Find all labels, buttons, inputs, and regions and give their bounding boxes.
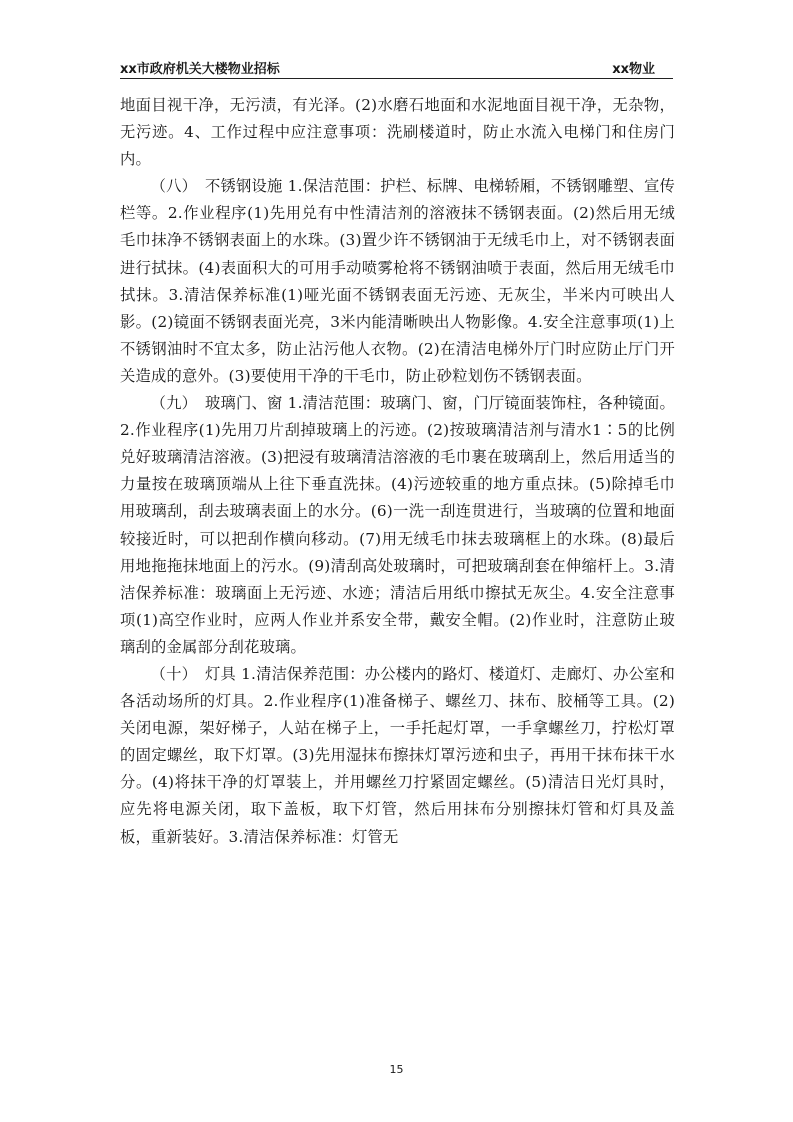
- paragraph-floor-cleaning: 地面目视干净，无污渍，有光泽。(2)水磨石地面和水泥地面目视干净，无杂物，无污迹。4、工作过程中应注意事项：洗刷楼道时，防止水流入电梯门和住房门内。: [120, 96, 675, 169]
- page-header: [120, 56, 673, 79]
- header-title: xx市政府机关大楼物业招标: [120, 62, 280, 77]
- page-number: 15: [389, 1063, 404, 1076]
- paragraph-glass-doors-windows: （九） 玻璃门、窗 1.清洁范围：玻璃门、窗，门厅镜面装饰柱，各种镜面。2.作业程序(1)先用刀片刮掉玻璃上的污迹。(2)按玻璃清洁剂与清水1∶5的比例兑好玻璃清洁溶液。(3)把浸有玻璃清洁溶液的毛巾裹在玻璃刮上，然后用适当的力量按在玻璃顶端从上往下垂直洗抹。(4)污迹较重的地方重点抹。(5)除掉毛巾用玻璃刮，刮去玻璃表面上的水分。(6)一洗一刮连贯进行，当玻璃的位置和地面较接近时，可以把刮作横向移动。(7)用无绒毛巾抹去玻璃框上的水珠。(8)最后用地拖拖抹地面上的污水。(9)清刮高处玻璃时，可把玻璃刮套在伸缩杆上。3.清洁保养标准：玻璃面上无污迹、水迹；清洁后用纸巾擦拭无灰尘。4.安全注意事项(1)高空作业时，应两人作业并系安全带，戴安全帽。(2)作业时，注意防止玻璃刮的金属部分刮花玻璃。: [120, 394, 675, 656]
- header-company: xx物业: [612, 62, 655, 77]
- paragraph-lighting-fixtures: （十） 灯具 1.清洁保养范围：办公楼内的路灯、楼道灯、走廊灯、办公室和各活动场所的灯具。2.作业程序(1)准备梯子、螺丝刀、抹布、胶桶等工具。(2)关闭电源，架好梯子，人站在梯子上，一手托起灯罩，一手拿螺丝刀，拧松灯罩的固定螺丝，取下灯罩。(3)先用湿抹布擦抹灯罩污迹和虫子，再用干抹布抹干水分。(4)将抹干净的灯罩装上，并用螺丝刀拧紧固定螺丝。(5)清洁日光灯具时，应先将电源关闭，取下盖板，取下灯管，然后用抹布分别擦抹灯管和灯具及盖板，重新装好。3.清洁保养标准：灯管无: [120, 664, 675, 846]
- paragraph-stainless-steel: （八） 不锈钢设施 1.保洁范围：护栏、标牌、电梯轿厢，不锈钢雕塑、宣传栏等。2.作业程序(1)先用兑有中性清洁剂的溶液抹不锈钢表面。(2)然后用无绒毛巾抹净不锈钢表面上的水珠。(3)置少许不锈钢油于无绒毛巾上，对不锈钢表面进行拭抹。(4)表面积大的可用手动喷雾枪将不锈钢油喷于表面，然后用无绒毛巾拭抹。3.清洁保养标准(1)哑光面不锈钢表面无污迹、无灰尘，半米内可映出人影。(2)镜面不锈钢表面光亮，3米内能清晰映出人物影像。4.安全注意事项(1)上不锈钢油时不宜太多，防止沾污他人衣物。(2)在清洁电梯外厅门时应防止厅门开关造成的意外。(3)要使用干净的干毛巾，防止砂粒划伤不锈钢表面。: [120, 177, 675, 385]
- document-body: [120, 92, 675, 851]
